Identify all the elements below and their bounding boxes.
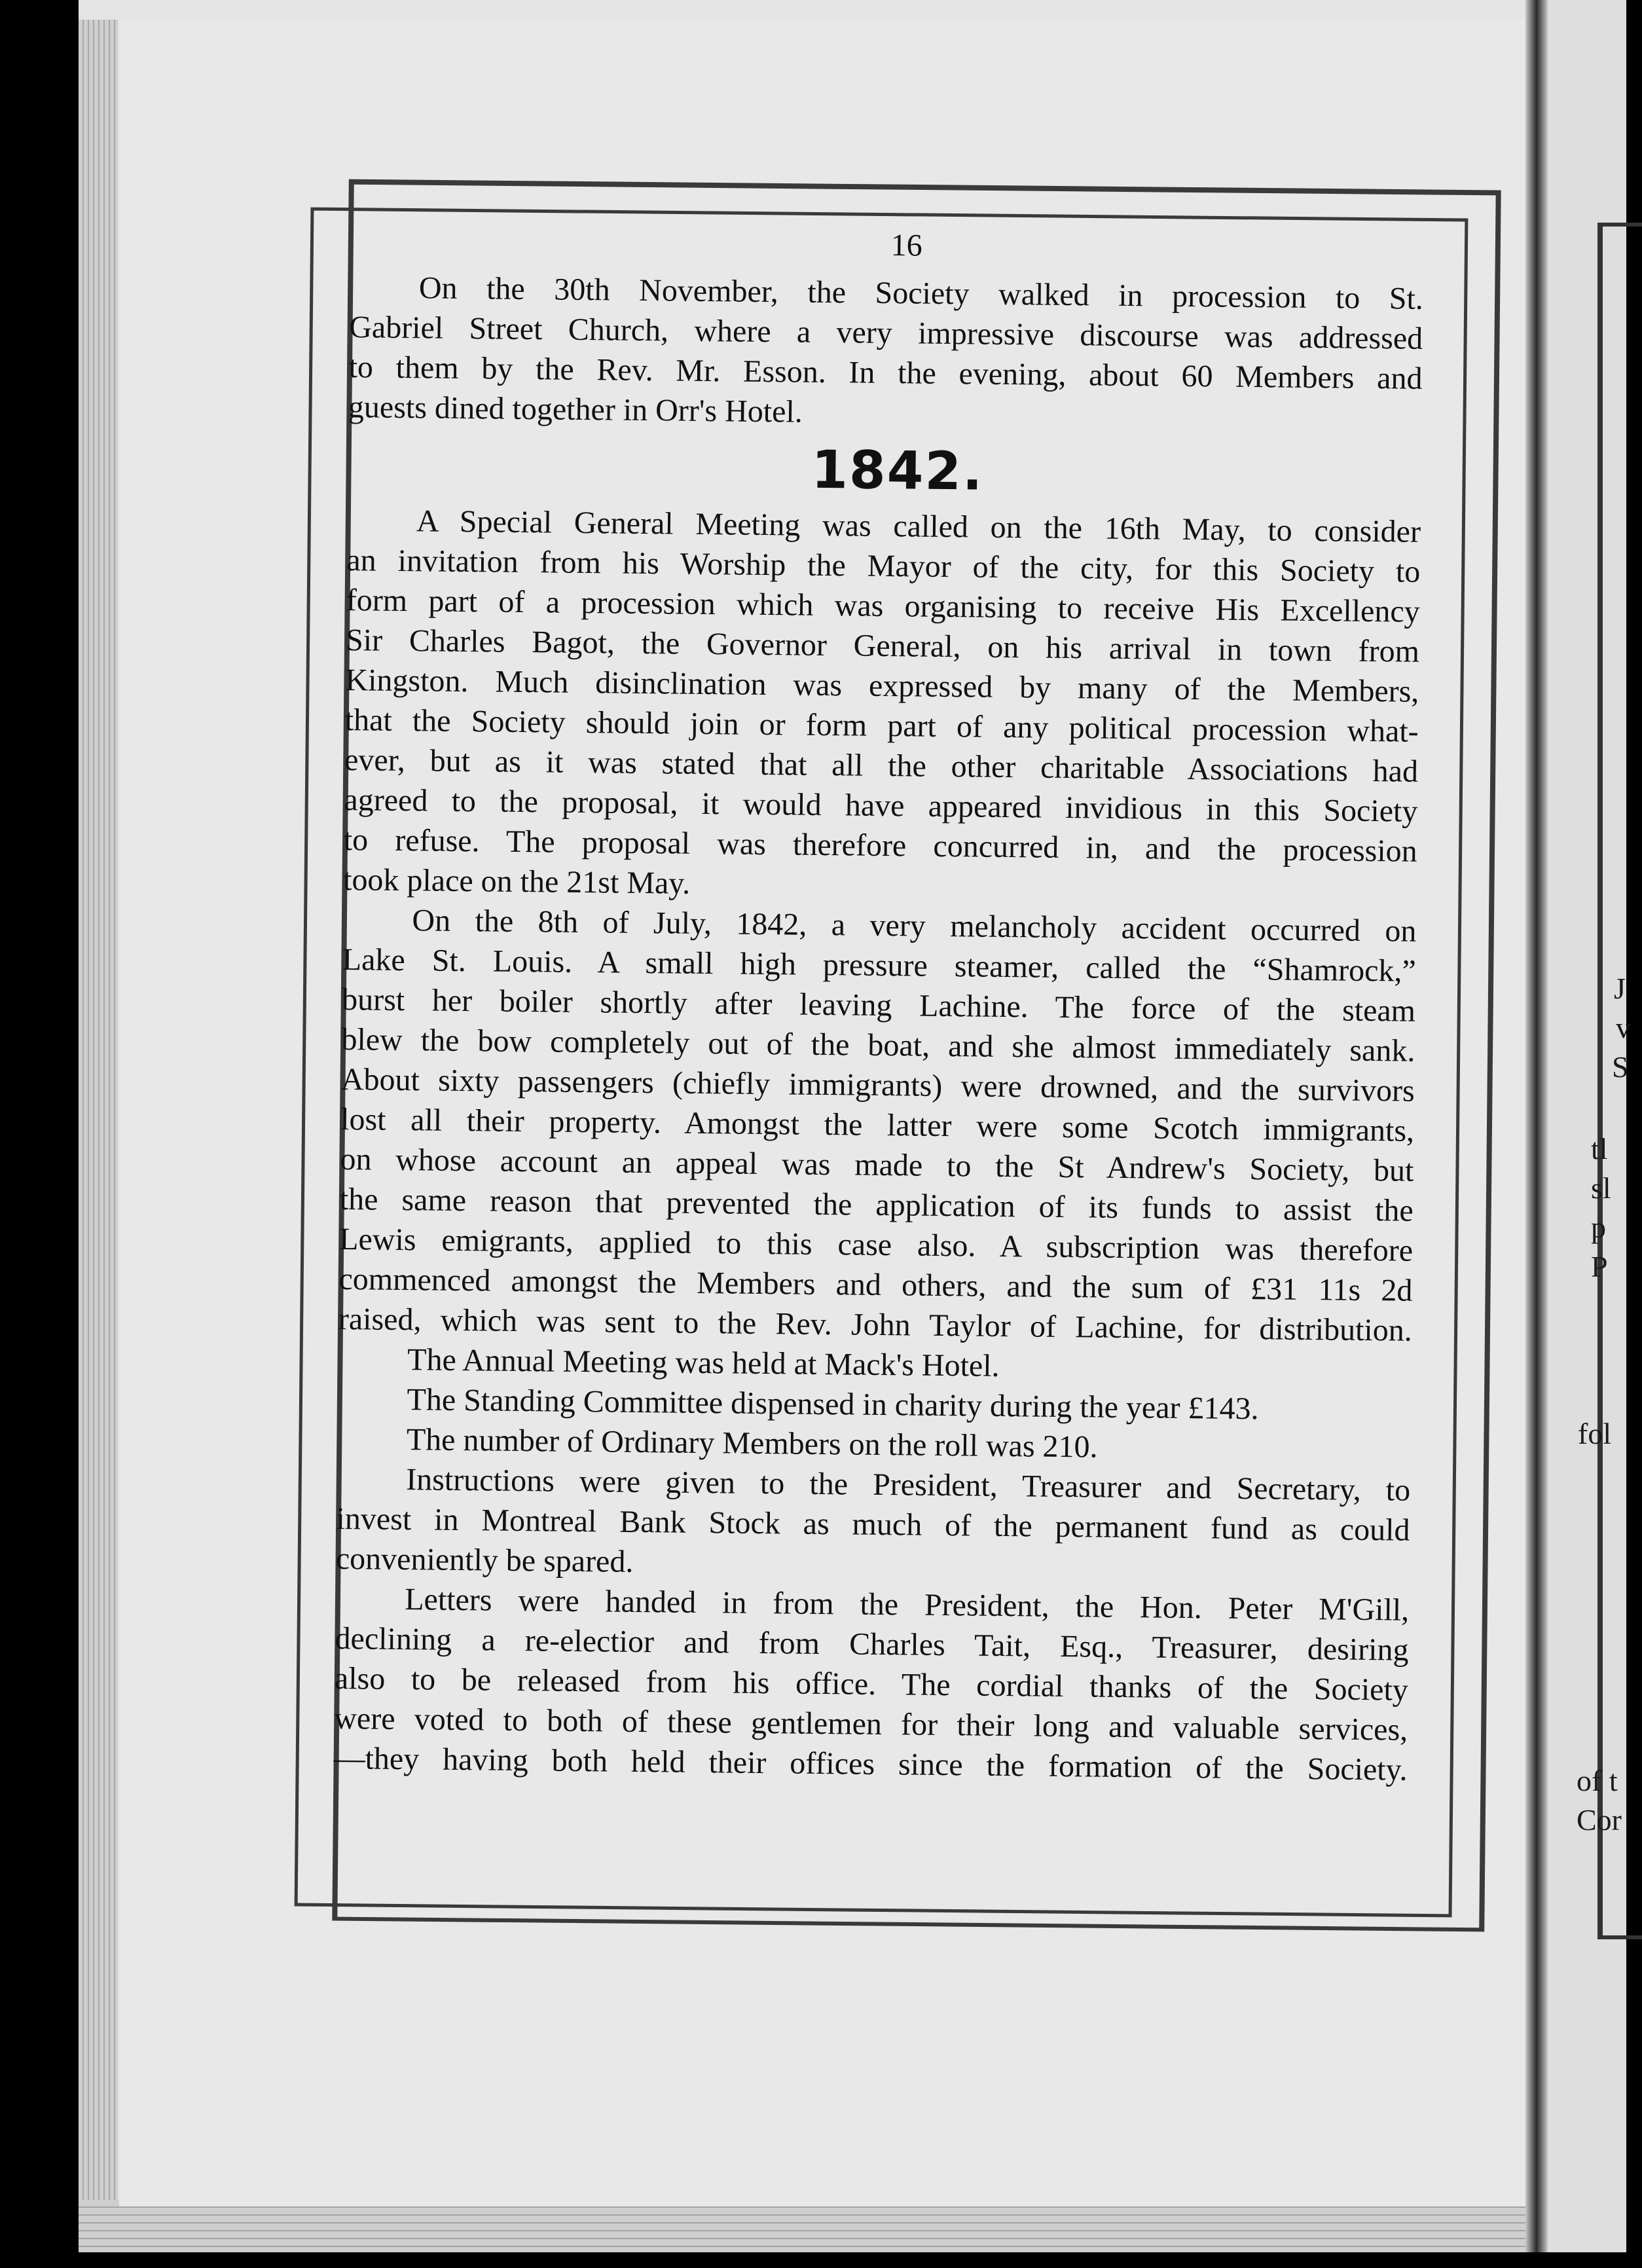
text-line: invest in Montreal Bank Stock as much of the permanent fund as could bbox=[336, 1501, 1410, 1548]
facing-fragment: Cor bbox=[1577, 1803, 1622, 1837]
text-line: the same reason that prevented the application of its funds to assist the bbox=[339, 1182, 1414, 1228]
text-line: The Annual Meeting was held at Mack's Hotel. bbox=[407, 1342, 1000, 1383]
text-line: Lewis emigrants, applied to this case also. A subscription was therefore bbox=[338, 1222, 1414, 1268]
text-line: conveniently be spared. bbox=[335, 1541, 634, 1579]
book-gutter bbox=[1525, 0, 1548, 2252]
text-line: Kingston. Much disinclination was expressed by many of the Members, bbox=[345, 663, 1419, 709]
text-line: The Standing Committee dispensed in charity during the year £143. bbox=[407, 1382, 1259, 1427]
text-line: Letters were handed in from the President, the Hon. Peter M'Gill, bbox=[404, 1582, 1410, 1628]
page-number: 16 bbox=[890, 228, 922, 263]
text-line: The number of Ordinary Members on the roll was 210. bbox=[406, 1422, 1098, 1465]
facing-fragment: sl bbox=[1591, 1171, 1611, 1205]
text-line: raised, which was sent to the Rev. John Taylor of Lachine, for distribution. bbox=[338, 1302, 1413, 1348]
facing-fragment: tl bbox=[1591, 1132, 1608, 1165]
text-line: Gabriel Street Church, where a very impressive discourse was addressed bbox=[348, 310, 1423, 356]
page-edges-left bbox=[79, 20, 118, 2252]
text-line: On the 30th November, the Society walked in procession to St. bbox=[418, 270, 1424, 316]
facing-fragment: S bbox=[1612, 1050, 1629, 1084]
text-line: —they having both held their offices since the formation of the Society. bbox=[333, 1740, 1408, 1787]
facing-fragment: P bbox=[1591, 1250, 1608, 1283]
text-line: were voted to both of these gentlemen for their long and valuable services, bbox=[333, 1700, 1408, 1747]
facing-fragment: p bbox=[1591, 1211, 1606, 1244]
text-line: on whose account an appeal was made to the St Andrew's Society, but bbox=[340, 1142, 1414, 1188]
text-line: also to be released from his office. The cordial thanks of the Society bbox=[334, 1660, 1409, 1708]
text-line: commenced amongst the Members and others, and the sum of £31 11s 2d bbox=[338, 1262, 1413, 1308]
text-line: ever, but as it was stated that all the other charitable Associations had bbox=[344, 742, 1419, 789]
text-line: Instructions were given to the President, Treasurer and Secretary, to bbox=[405, 1462, 1411, 1508]
page-edges-bottom bbox=[79, 2200, 1539, 2252]
paragraph-shamrock-accident bbox=[338, 900, 1417, 1351]
text-line: Sir Charles Bagot, the Governor General, on his arrival in town from bbox=[345, 623, 1420, 669]
text-line: that the Society should join or form part of any political procession what- bbox=[344, 703, 1419, 749]
scan-border-bottom bbox=[0, 2252, 1626, 2268]
paragraph-special-meeting bbox=[343, 500, 1421, 911]
paragraph-instructions bbox=[336, 1459, 1411, 1590]
text-line: guests dined together in Orr's Hotel. bbox=[348, 390, 803, 430]
facing-fragment: J bbox=[1614, 972, 1626, 1005]
text-line: burst her boiler shortly after leaving Lachine. The force of the steam bbox=[341, 982, 1416, 1029]
facing-fragment: of t bbox=[1577, 1764, 1618, 1797]
text-line: lost all their property. Amongst the latter were some Scotch immigrants, bbox=[340, 1102, 1415, 1148]
text-line: A Special General Meeting was called on the 16th May, to consider bbox=[416, 503, 1421, 549]
text-line: to them by the Rev. Mr. Esson. In the evening, about 60 Members and bbox=[348, 350, 1423, 396]
paragraph-letters bbox=[333, 1579, 1409, 1790]
text-line: blew the bow completely out of the boat, and she almost immediately sank. bbox=[341, 1022, 1415, 1069]
text-line: to refuse. The proposal was therefore concurred in, and the procession bbox=[343, 822, 1417, 869]
year-heading: 1842. bbox=[811, 439, 984, 502]
intro-paragraph bbox=[348, 267, 1424, 439]
page-text bbox=[333, 220, 1424, 1790]
facing-fragment: v bbox=[1616, 1011, 1631, 1044]
text-line: an invitation from his Worship the Mayor of the city, for this Society to bbox=[346, 543, 1421, 589]
text-line: On the 8th of July, 1842, a very melancholy accident occurred on bbox=[412, 903, 1417, 949]
text-line: agreed to the proposal, it would have appeared invidious in this Society bbox=[344, 782, 1418, 829]
text-line: took place on the 21st May. bbox=[342, 862, 691, 901]
facing-fragment: fol bbox=[1578, 1417, 1612, 1450]
text-line: About sixty passengers (chiefly immigrants) were drowned, and the survivors bbox=[340, 1062, 1415, 1108]
text-line: declining a re-electior and from Charles Tait, Esq., Treasurer, desiring bbox=[335, 1621, 1409, 1668]
text-line: Lake St. Louis. A small high pressure steamer, called the “Shamrock,” bbox=[342, 942, 1417, 989]
text-line: form part of a procession which was organising to receive His Excellency bbox=[346, 583, 1420, 629]
